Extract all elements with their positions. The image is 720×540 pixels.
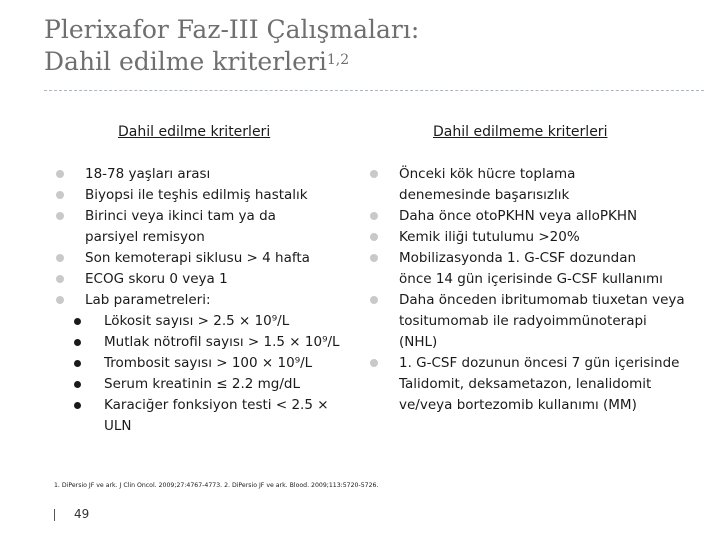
title-line-2	[44, 46, 684, 78]
list-item: Daha önceden ibritumomab tiuxetan veya tositumomab ile radyoimmünoterapi (NHL)	[370, 290, 689, 353]
title-divider	[44, 90, 704, 91]
sub-list-item: Lökosit sayısı > 2.5 × 10⁹/L	[74, 311, 356, 332]
exclusion-column	[370, 164, 690, 416]
title-superscript: 1,2	[326, 52, 350, 68]
footer-divider	[54, 509, 55, 521]
list-item: 1. G-CSF dozunun öncesi 7 gün içerisinde Talidomit, deksametazon, lenalidomit ve/veya bortezomib kullanımı (MM)	[370, 353, 689, 416]
page-number: 49	[74, 507, 90, 521]
list-item: Mobilizasyonda 1. G-CSF dozundan önce 14 gün içerisinde G-CSF kullanımı	[370, 248, 669, 290]
list-item: Birinci veya ikinci tam ya da parsiyel remisyon	[56, 206, 315, 248]
inclusion-list	[56, 164, 356, 311]
list-item: Biyopsi ile teşhis edilmiş hastalık	[56, 185, 356, 206]
sub-list-item: Trombosit sayısı > 100 × 10⁹/L	[74, 353, 356, 374]
list-item: Önceki kök hücre toplama denemesinde başarısızlık	[370, 164, 669, 206]
exclusion-list	[370, 164, 690, 416]
list-item: Daha önce otoPKHN veya alloPKHN	[370, 206, 690, 227]
list-item: 18-78 yaşları arası	[56, 164, 356, 185]
sub-list-item: Mutlak nötrofil sayısı > 1.5 × 10⁹/L	[74, 332, 356, 353]
references: 1. DiPersio JF ve ark. J Clin Oncol. 2009;27:4767-4773. 2. DiPersio JF ve ark. Blood. 2009;113:5720-5726.	[54, 482, 379, 489]
list-item: Son kemoterapi siklusu > 4 hafta	[56, 248, 356, 269]
list-item: Kemik iliği tutulumu >20%	[370, 227, 690, 248]
list-item: Lab parametreleri:	[56, 290, 356, 311]
slide-title	[44, 14, 684, 78]
title-line-2-text: Dahil edilme kriterleri	[44, 47, 327, 76]
inclusion-heading: Dahil edilme kriterleri	[118, 124, 271, 140]
lab-parameters-list	[56, 311, 356, 437]
sub-list-item: Karaciğer fonksiyon testi < 2.5 × ULN	[74, 395, 356, 437]
list-item: ECOG skoru 0 veya 1	[56, 269, 356, 290]
title-line-1: Plerixafor Faz-III Çalışmaları:	[44, 15, 420, 44]
sub-list-item: Serum kreatinin ≤ 2.2 mg/dL	[74, 374, 356, 395]
inclusion-column	[56, 164, 356, 437]
exclusion-heading: Dahil edilmeme kriterleri	[433, 124, 608, 140]
